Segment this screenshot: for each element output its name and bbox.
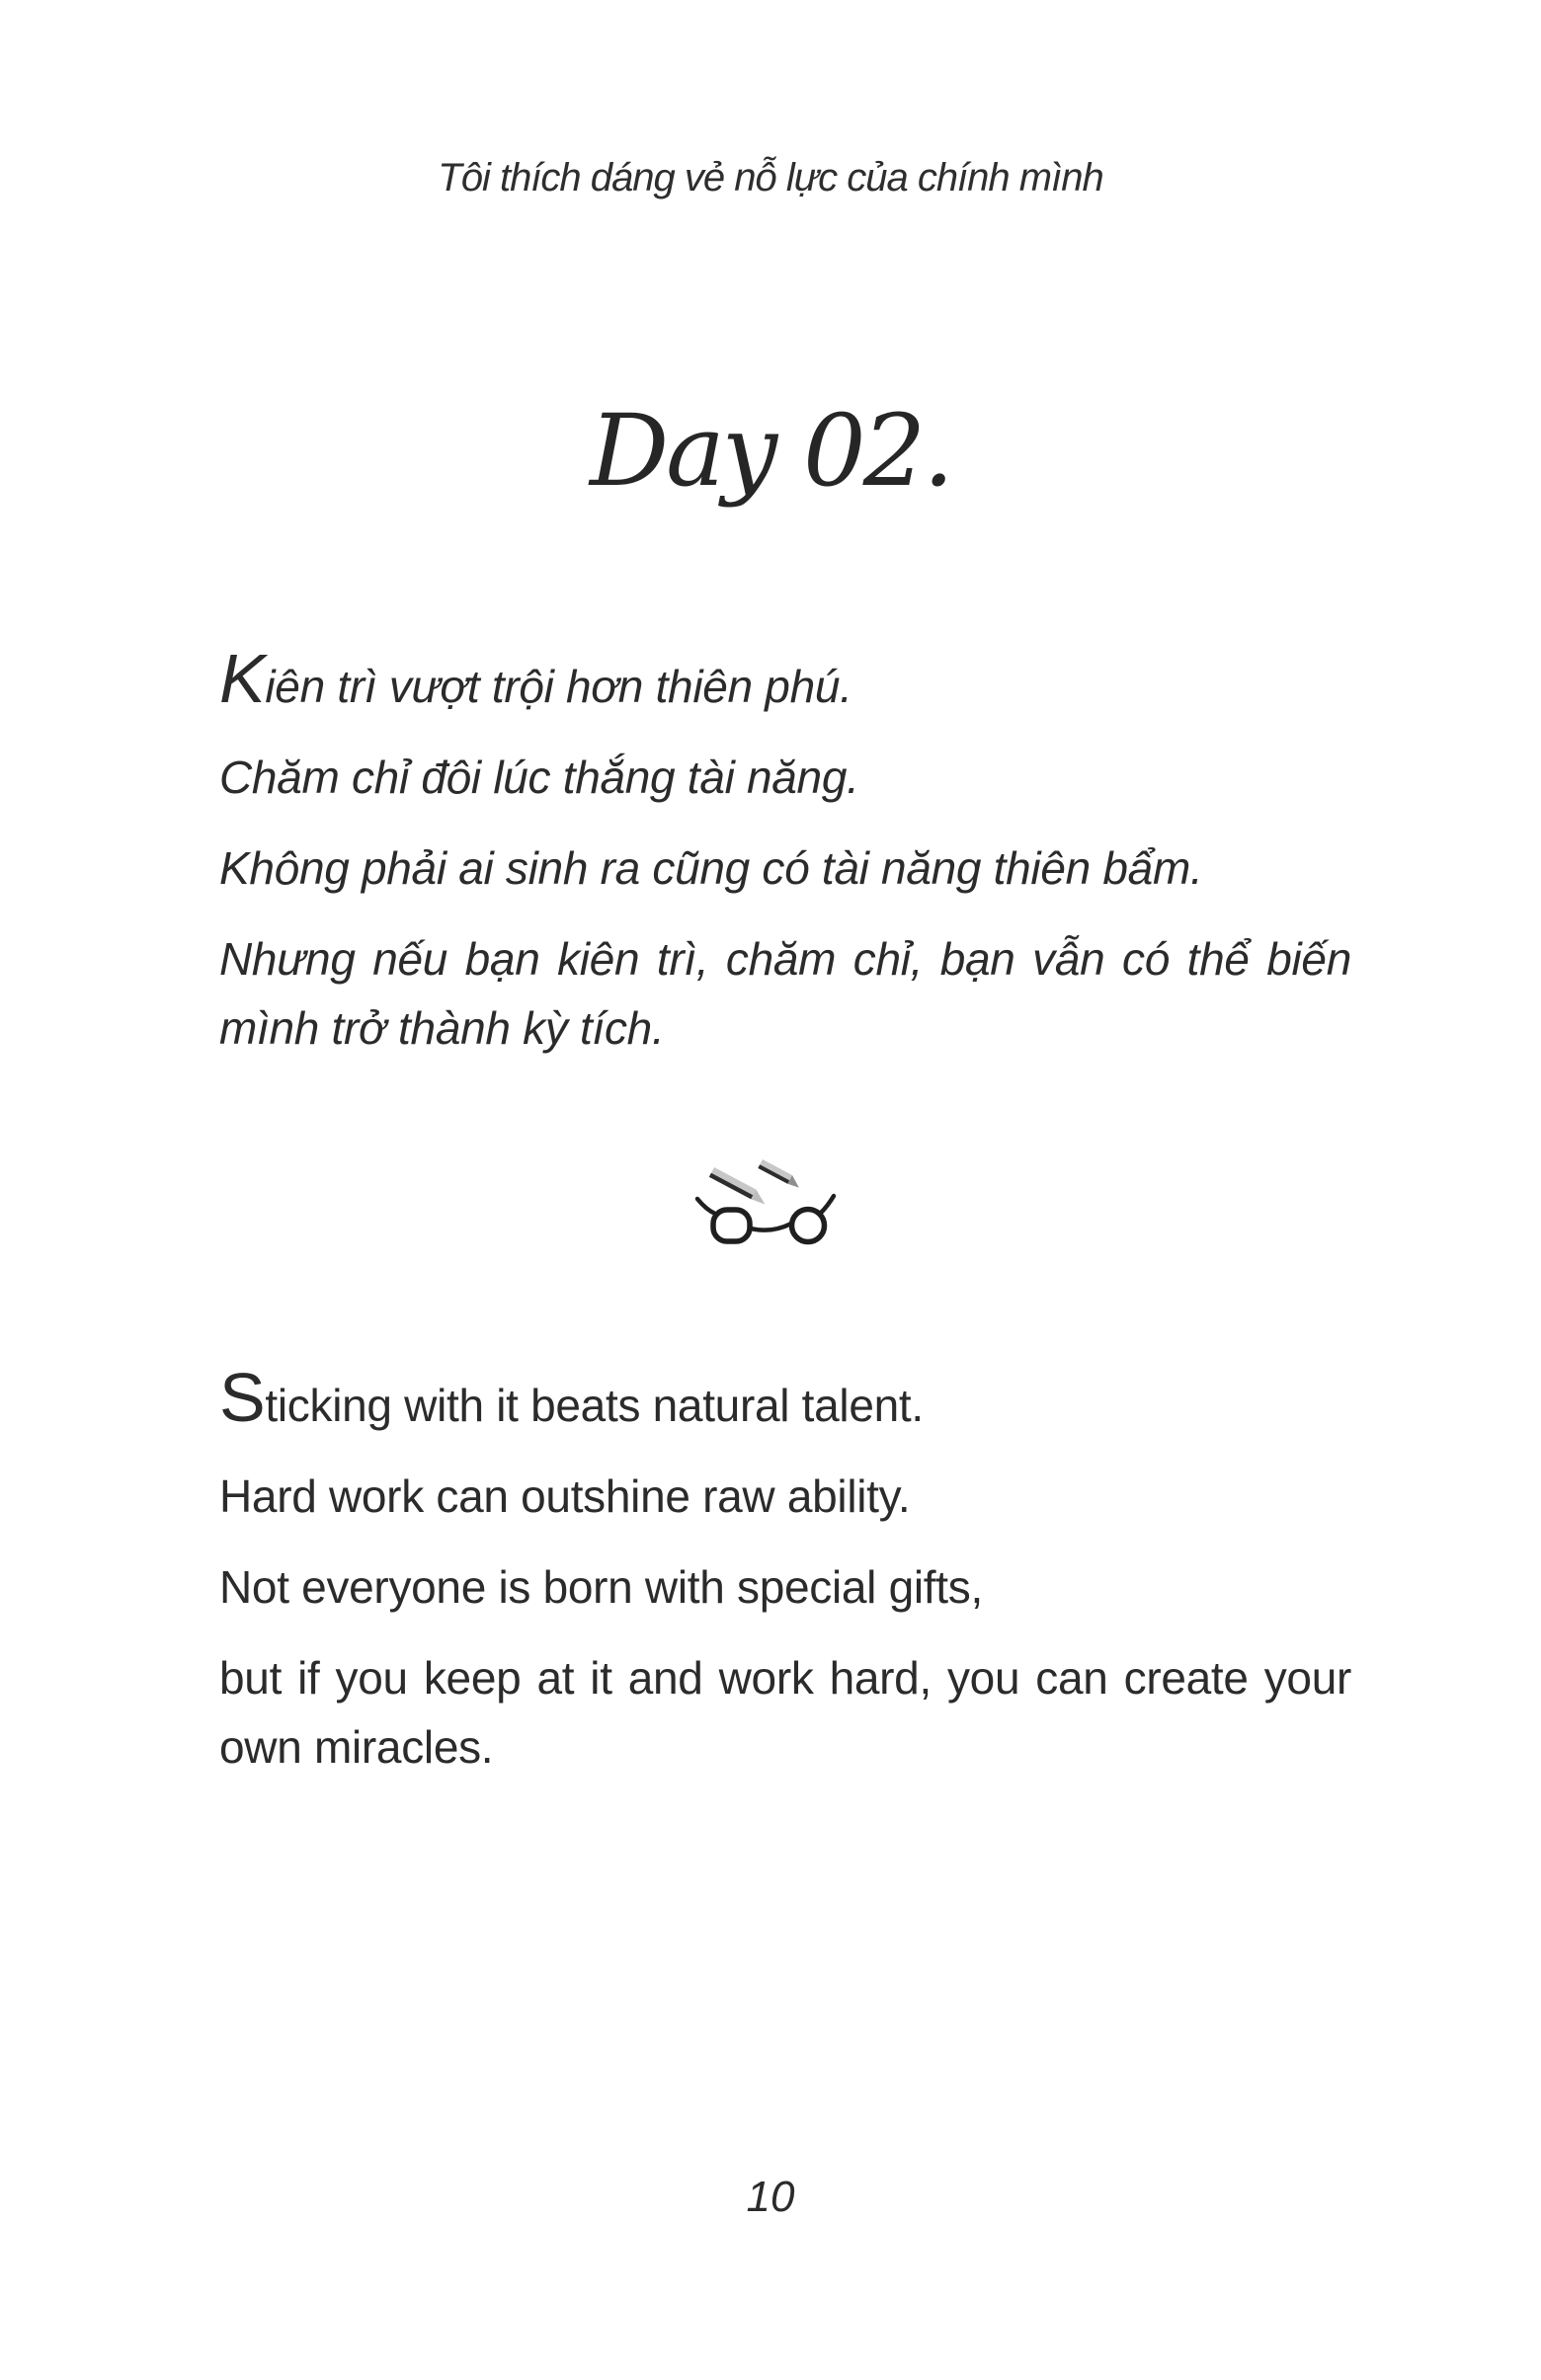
vn-paragraph-2: Chăm chỉ đôi lúc thắng tài năng. xyxy=(219,752,859,803)
en-paragraph-2: Hard work can outshine raw ability. xyxy=(219,1470,911,1522)
vn-paragraph-1 xyxy=(219,640,1351,721)
en-paragraph-3: Not everyone is born with special gifts, xyxy=(219,1561,983,1613)
glasses-left-temple xyxy=(697,1199,715,1214)
en-paragraph-4: but if you keep at it and work hard, you can create your own miracles. xyxy=(219,1652,1351,1773)
glasses-left-lens xyxy=(713,1210,750,1241)
day-title: Day 02. xyxy=(589,393,952,509)
glasses-icon xyxy=(697,1196,834,1242)
glasses-bridge xyxy=(751,1224,791,1230)
english-quote-block xyxy=(219,1359,1351,1782)
pencils-and-glasses-icon xyxy=(652,1146,889,1284)
pencils-and-glasses-graphic xyxy=(652,1146,889,1284)
vn-drop-cap: K xyxy=(219,640,266,717)
en-paragraph-1 xyxy=(219,1359,1351,1440)
en-paragraph-1-text: ticking with it beats natural talent. xyxy=(265,1380,924,1431)
page-number: 10 xyxy=(746,2173,795,2221)
vn-paragraph-4: Nhưng nếu bạn kiên trì, chăm chỉ, bạn vẫn có thể biến mình trở thành kỳ tích. xyxy=(219,933,1351,1054)
pencil-right-icon xyxy=(758,1159,802,1189)
en-drop-cap: S xyxy=(219,1359,266,1436)
vn-paragraph-1-text: iên trì vượt trội hơn thiên phú. xyxy=(265,661,852,712)
running-header: Tôi thích dáng vẻ nỗ lực của chính mình xyxy=(438,156,1103,199)
vn-paragraph-3: Không phải ai sinh ra cũng có tài năng thiên bẩm. xyxy=(219,842,1203,894)
pencil-left-icon xyxy=(709,1167,770,1206)
vietnamese-quote-block xyxy=(219,640,1351,1063)
glasses-right-temple xyxy=(821,1196,834,1213)
